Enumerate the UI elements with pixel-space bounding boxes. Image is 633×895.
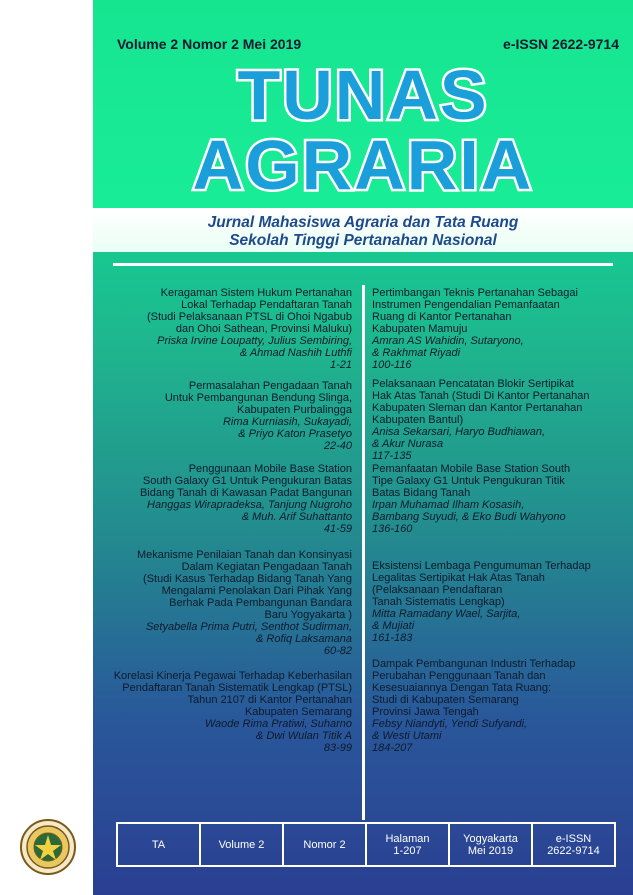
article-entry <box>372 658 622 754</box>
article-title-line: Tanah Sistematis Lengkap) <box>372 596 505 608</box>
horizontal-divider <box>113 263 613 266</box>
article-title-line: Baru Yogyakarta ) <box>264 609 352 621</box>
article-entry <box>82 463 352 535</box>
journal-title-line1: TUNAS <box>237 56 489 134</box>
article-title-line: Korelasi Kinerja Pegawai Terhadap Keberhasilan <box>113 670 352 682</box>
article-title-line: Keragaman Sistem Hukum Pertanahan <box>160 287 352 299</box>
article-authors-line: Priska Irvine Loupatty, Julius Sembiring, <box>157 335 352 347</box>
footer-cell-line1: Volume 2 <box>218 838 265 851</box>
footer-cell-line2: 2622-9714 <box>547 844 600 857</box>
article-authors-line: Setyabella Prima Putri, Senthot Sudirman, <box>145 621 352 633</box>
article-title-line: Kabupaten Purbalingga <box>237 404 352 416</box>
article-authors-line: & Westi Utami <box>372 730 442 742</box>
article-title-line: Hak Atas Tanah (Studi Di Kantor Pertanahan <box>372 390 590 402</box>
article-authors-line: & Priyo Katon Prasetyo <box>238 428 352 440</box>
article-entry <box>82 287 352 371</box>
article-title-line: Mengalami Penolakan Dari Pihak Yang <box>161 585 352 597</box>
article-title-line: (Studi Pelaksanaan PTSL di Ohoi Ngabub <box>146 311 352 323</box>
article-entry <box>82 670 352 754</box>
article-title-line: Eksistensi Lembaga Pengumuman Terhadap <box>372 560 591 572</box>
article-authors-line: Mitta Ramadany Wael, Sarjita, <box>372 608 521 620</box>
article-authors-line: & Ahmad Nashih Luthfi <box>239 347 352 359</box>
footer-cell <box>533 824 614 865</box>
article-title-line: Untuk Pembangunan Bendung Slinga, <box>164 392 352 404</box>
article-pages: 22-40 <box>323 440 352 452</box>
article-entry <box>82 380 352 452</box>
left-white-strip <box>0 0 93 895</box>
article-entry <box>82 549 352 657</box>
article-title-line: Perubahan Penggunaan Tanah dan <box>372 670 546 682</box>
article-authors-line: Rima Kurniasih, Sukayadi, <box>222 416 352 428</box>
article-authors-line: & Akur Nurasa <box>372 438 444 450</box>
article-authors-line: & Mujiati <box>372 620 415 632</box>
article-title-line: Kabupaten Mamuju <box>372 323 468 335</box>
article-title-line: Tahun 2107 di Kantor Pertanahan <box>187 694 352 706</box>
article-pages: 161-183 <box>372 632 413 644</box>
journal-title-line2: AGRARIA <box>192 126 534 204</box>
article-title-line: Pelaksanaan Pencatatan Blokir Sertipikat <box>372 378 574 390</box>
article-title-line: Legalitas Sertipikat Hak Atas Tanah <box>372 572 545 584</box>
footer-cell-line2: 1-207 <box>393 844 422 857</box>
article-title-line: South Galaxy G1 Untuk Pengukuran Batas <box>142 475 352 487</box>
institution-seal-icon <box>19 818 77 876</box>
article-authors-line: & Rofiq Laksamana <box>256 633 352 645</box>
article-title-line: Dalam Kegiatan Pengadaan Tanah <box>181 561 352 573</box>
article-entry <box>372 560 622 644</box>
cover-footer-table <box>116 822 616 867</box>
footer-cell-line2: Mei 2019 <box>467 844 514 857</box>
article-title-line: Kabupaten Semarang <box>244 706 352 718</box>
article-pages: 136-160 <box>372 523 413 535</box>
article-title-line: Batas Bidang Tanah <box>372 487 471 499</box>
article-title-line: Mekanisme Penilaian Tanah dan Konsinyasi <box>136 549 352 561</box>
article-authors-line: Amran AS Wahidin, Sutaryono, <box>372 335 524 347</box>
article-pages: 41-59 <box>323 523 352 535</box>
article-title-line: Tipe Galaxy G1 Untuk Pengukuran Titik <box>372 475 565 487</box>
article-title-line: (Pelaksanaan Pendaftaran <box>372 584 503 596</box>
journal-subtitle-line2: Sekolah Tinggi Pertanahan Nasional <box>229 232 497 249</box>
article-authors-line: Bambang Suyudi, & Eko Budi Wahyono <box>372 511 566 523</box>
article-authors-line: & Muh. Arif Suhattanto <box>241 511 352 523</box>
article-title-line: dan Ohoi Sathean, Provinsi Maluku) <box>175 323 352 335</box>
article-title-line: Kesesuaiannya Dengan Tata Ruang: <box>372 682 551 694</box>
article-authors-line: Anisa Sekarsari, Haryo Budhiawan, <box>372 426 546 438</box>
footer-cell <box>450 824 533 865</box>
article-title-line: Lokal Terhadap Pendaftaran Tanah <box>181 299 352 311</box>
article-title-line: Provinsi Jawa Tengah <box>372 706 479 718</box>
footer-cell-line1: e-ISSN <box>555 832 592 845</box>
article-authors-line: Irpan Muhamad Ilham Kosasih, <box>372 499 525 511</box>
article-title-line: Ruang di Kantor Pertanahan <box>372 311 512 323</box>
volume-info: Volume 2 Nomor 2 Mei 2019 <box>117 36 302 52</box>
article-title-line: Penggunaan Mobile Base Station <box>188 463 352 475</box>
article-pages: 184-207 <box>372 742 413 754</box>
footer-cell <box>367 824 450 865</box>
article-title-line: Kabupaten Bantul) <box>372 414 464 426</box>
article-entry <box>372 287 622 371</box>
article-title-line: Instrumen Pengendalian Pemanfaatan <box>372 299 560 311</box>
article-title-line: Pendaftaran Tanah Sistematik Lengkap (PTSL) <box>122 682 352 694</box>
footer-cell-line1: Yogyakarta <box>463 832 518 845</box>
footer-cell <box>201 824 284 865</box>
article-title-line: Kabupaten Sleman dan Kantor Pertanahan <box>372 402 583 414</box>
article-pages: 60-82 <box>323 645 352 657</box>
article-authors-line: Hanggas Wirapradeksa, Tanjung Nugroho <box>147 499 352 511</box>
article-pages: 100-116 <box>372 359 412 371</box>
footer-cell <box>118 824 201 865</box>
article-title-line: Dampak Pembangunan Industri Terhadap <box>372 658 576 670</box>
article-entry <box>372 378 622 462</box>
article-title-line: Berhak Pada Pembangunan Bandara <box>169 597 352 609</box>
footer-cell-line1: TA <box>151 838 166 851</box>
footer-cell-line1: Halaman <box>385 832 430 845</box>
footer-cell <box>284 824 367 865</box>
article-title-line: Pemanfaatan Mobile Base Station South <box>372 463 571 475</box>
article-title-line: Permasalahan Pengadaan Tanah <box>188 380 352 392</box>
article-authors-line: Waode Rima Pratiwi, Suharno <box>204 718 352 730</box>
article-entry <box>372 463 622 535</box>
article-pages: 83-99 <box>323 742 352 754</box>
article-authors-line: Febsy Niandyti, Yendi Sufyandi, <box>372 718 528 730</box>
journal-subtitle-line1: Jurnal Mahasiswa Agraria dan Tata Ruang <box>207 214 519 231</box>
article-title-line: Studi di Kabupaten Semarang <box>372 694 519 706</box>
article-authors-line: & Rakhmat Riyadi <box>372 347 461 359</box>
article-authors-line: & Dwi Wulan Titik A <box>255 730 352 742</box>
article-title-line: Pertimbangan Teknis Pertanahan Sebagai <box>372 287 578 299</box>
column-divider <box>362 285 365 820</box>
article-title-line: (Studi Kasus Terhadap Bidang Tanah Yang <box>143 573 352 585</box>
article-pages: 117-135 <box>372 450 412 462</box>
article-pages: 1-21 <box>329 359 352 371</box>
issn-info: e-ISSN 2622-9714 <box>503 36 619 52</box>
footer-cell-line1: Nomor 2 <box>303 838 346 851</box>
article-title-line: Bidang Tanah di Kawasan Padat Bangunan <box>139 487 352 499</box>
